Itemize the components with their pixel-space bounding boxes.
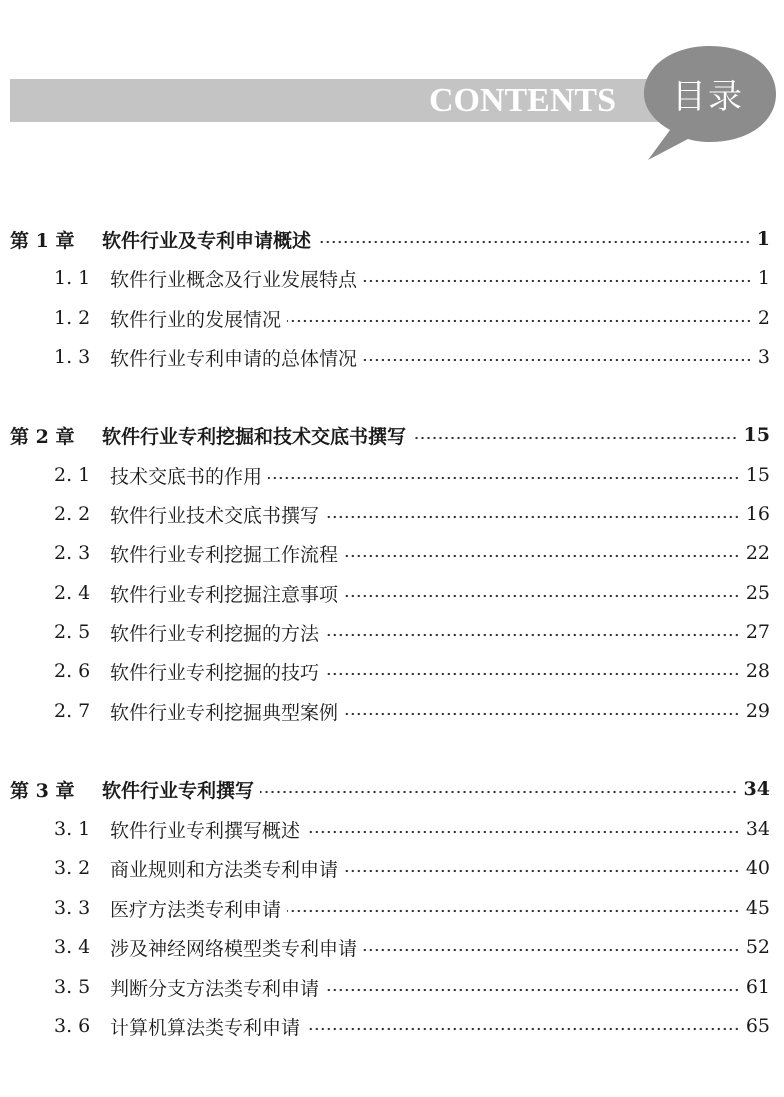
section-title: 软件行业专利挖掘的技巧 [110, 661, 320, 684]
toc-section-1-1[interactable] [54, 263, 770, 293]
section-number: 1. 2 [54, 307, 91, 329]
section-title: 商业规则和方法类专利申请 [110, 858, 339, 881]
dot-leader [325, 633, 740, 637]
dot-leader [363, 279, 752, 283]
section-number: 3. 6 [54, 1015, 91, 1037]
page-number: 22 [745, 542, 770, 564]
page-number: 16 [745, 503, 770, 525]
toc-section-2-4[interactable] [54, 578, 770, 608]
section-title: 软件行业技术交底书撰写 [110, 504, 320, 527]
section-number: 2. 5 [54, 621, 91, 643]
section-number: 3. 1 [54, 818, 91, 840]
dot-leader [325, 515, 740, 519]
section-title: 软件行业的发展情况 [110, 308, 282, 331]
dot-leader [306, 1027, 740, 1031]
section-title: 判断分支方法类专利申请 [110, 977, 320, 1000]
section-number: 2. 2 [54, 503, 91, 525]
section-number: 2. 1 [54, 464, 91, 486]
section-title: 计算机算法类专利申请 [110, 1016, 301, 1039]
section-title: 软件行业专利挖掘的方法 [110, 622, 320, 645]
toc-section-2-1[interactable] [54, 460, 770, 490]
page-number: 34 [745, 818, 770, 840]
toc-section-1-2[interactable] [54, 303, 770, 333]
toc-title: 目录 [672, 77, 744, 117]
dot-leader [268, 476, 740, 480]
section-title: 软件行业专利申请的总体情况 [110, 347, 358, 370]
page-number: 65 [745, 1015, 770, 1037]
toc-section-2-5[interactable] [54, 617, 770, 647]
section-number: 2. 4 [54, 582, 91, 604]
section-title: 软件行业专利挖掘典型案例 [110, 701, 339, 724]
section-number: 1. 3 [54, 346, 91, 368]
dot-leader [287, 909, 740, 913]
page-number: 34 [743, 778, 770, 800]
page-number: 52 [745, 936, 770, 958]
section-title: 技术交底书的作用 [110, 465, 263, 488]
contents-banner [10, 79, 730, 122]
dot-leader [260, 790, 738, 794]
dot-leader [306, 830, 740, 834]
chapter-number: 第 1 章 [10, 229, 75, 252]
dot-leader [412, 436, 738, 440]
chapter-title: 软件行业专利撰写 [102, 779, 255, 802]
section-title: 医疗方法类专利申请 [110, 898, 282, 921]
toc-section-3-1[interactable] [54, 814, 770, 844]
toc-section-3-6[interactable] [54, 1011, 770, 1041]
section-number: 3. 2 [54, 857, 91, 879]
page-number: 45 [745, 897, 770, 919]
dot-leader [325, 988, 740, 992]
section-number: 3. 4 [54, 936, 91, 958]
page-number: 1 [757, 267, 770, 289]
toc-chapter-2[interactable] [10, 420, 770, 450]
page-number: 28 [745, 660, 770, 682]
chapter-title: 软件行业专利挖掘和技术交底书撰写 [102, 425, 407, 448]
chapter-number: 第 3 章 [10, 779, 75, 802]
page-number: 3 [757, 346, 770, 368]
section-number: 3. 3 [54, 897, 91, 919]
page-number: 61 [745, 976, 770, 998]
section-number: 2. 3 [54, 542, 91, 564]
toc-section-1-3[interactable] [54, 342, 770, 372]
toc-section-2-3[interactable] [54, 538, 770, 568]
dot-leader [344, 554, 740, 558]
page-number: 29 [745, 700, 770, 722]
contents-heading: CONTENTS [428, 82, 616, 119]
toc-section-2-6[interactable] [54, 656, 770, 686]
dot-leader [344, 712, 740, 716]
page-number: 40 [745, 857, 770, 879]
section-number: 3. 5 [54, 976, 91, 998]
section-number: 2. 7 [54, 700, 91, 722]
page-number: 25 [745, 582, 770, 604]
section-title: 软件行业专利挖掘注意事项 [110, 583, 339, 606]
dot-leader [317, 240, 751, 244]
toc-section-3-4[interactable] [54, 932, 770, 962]
toc-section-3-2[interactable] [54, 853, 770, 883]
toc-chapter-1[interactable] [10, 224, 770, 254]
dot-leader [325, 672, 740, 676]
section-title: 软件行业专利撰写概述 [110, 819, 301, 842]
section-number: 1. 1 [54, 267, 91, 289]
dot-leader [287, 319, 752, 323]
dot-leader [363, 358, 752, 362]
page-number: 1 [756, 228, 770, 250]
toc-section-2-7[interactable] [54, 696, 770, 726]
dot-leader [363, 948, 740, 952]
dot-leader [344, 594, 740, 598]
page-number: 15 [745, 464, 770, 486]
toc-section-3-5[interactable] [54, 972, 770, 1002]
toc-chapter-3[interactable] [10, 774, 770, 804]
dot-leader [344, 869, 740, 873]
page-number: 27 [745, 621, 770, 643]
section-title: 软件行业概念及行业发展特点 [110, 268, 358, 291]
section-title: 涉及神经网络模型类专利申请 [110, 937, 358, 960]
page-number: 15 [743, 424, 770, 446]
section-number: 2. 6 [54, 660, 91, 682]
toc-section-3-3[interactable] [54, 893, 770, 923]
toc-section-2-2[interactable] [54, 499, 770, 529]
chapter-number: 第 2 章 [10, 425, 75, 448]
section-title: 软件行业专利挖掘工作流程 [110, 543, 339, 566]
page-number: 2 [757, 307, 770, 329]
chapter-title: 软件行业及专利申请概述 [102, 229, 312, 252]
